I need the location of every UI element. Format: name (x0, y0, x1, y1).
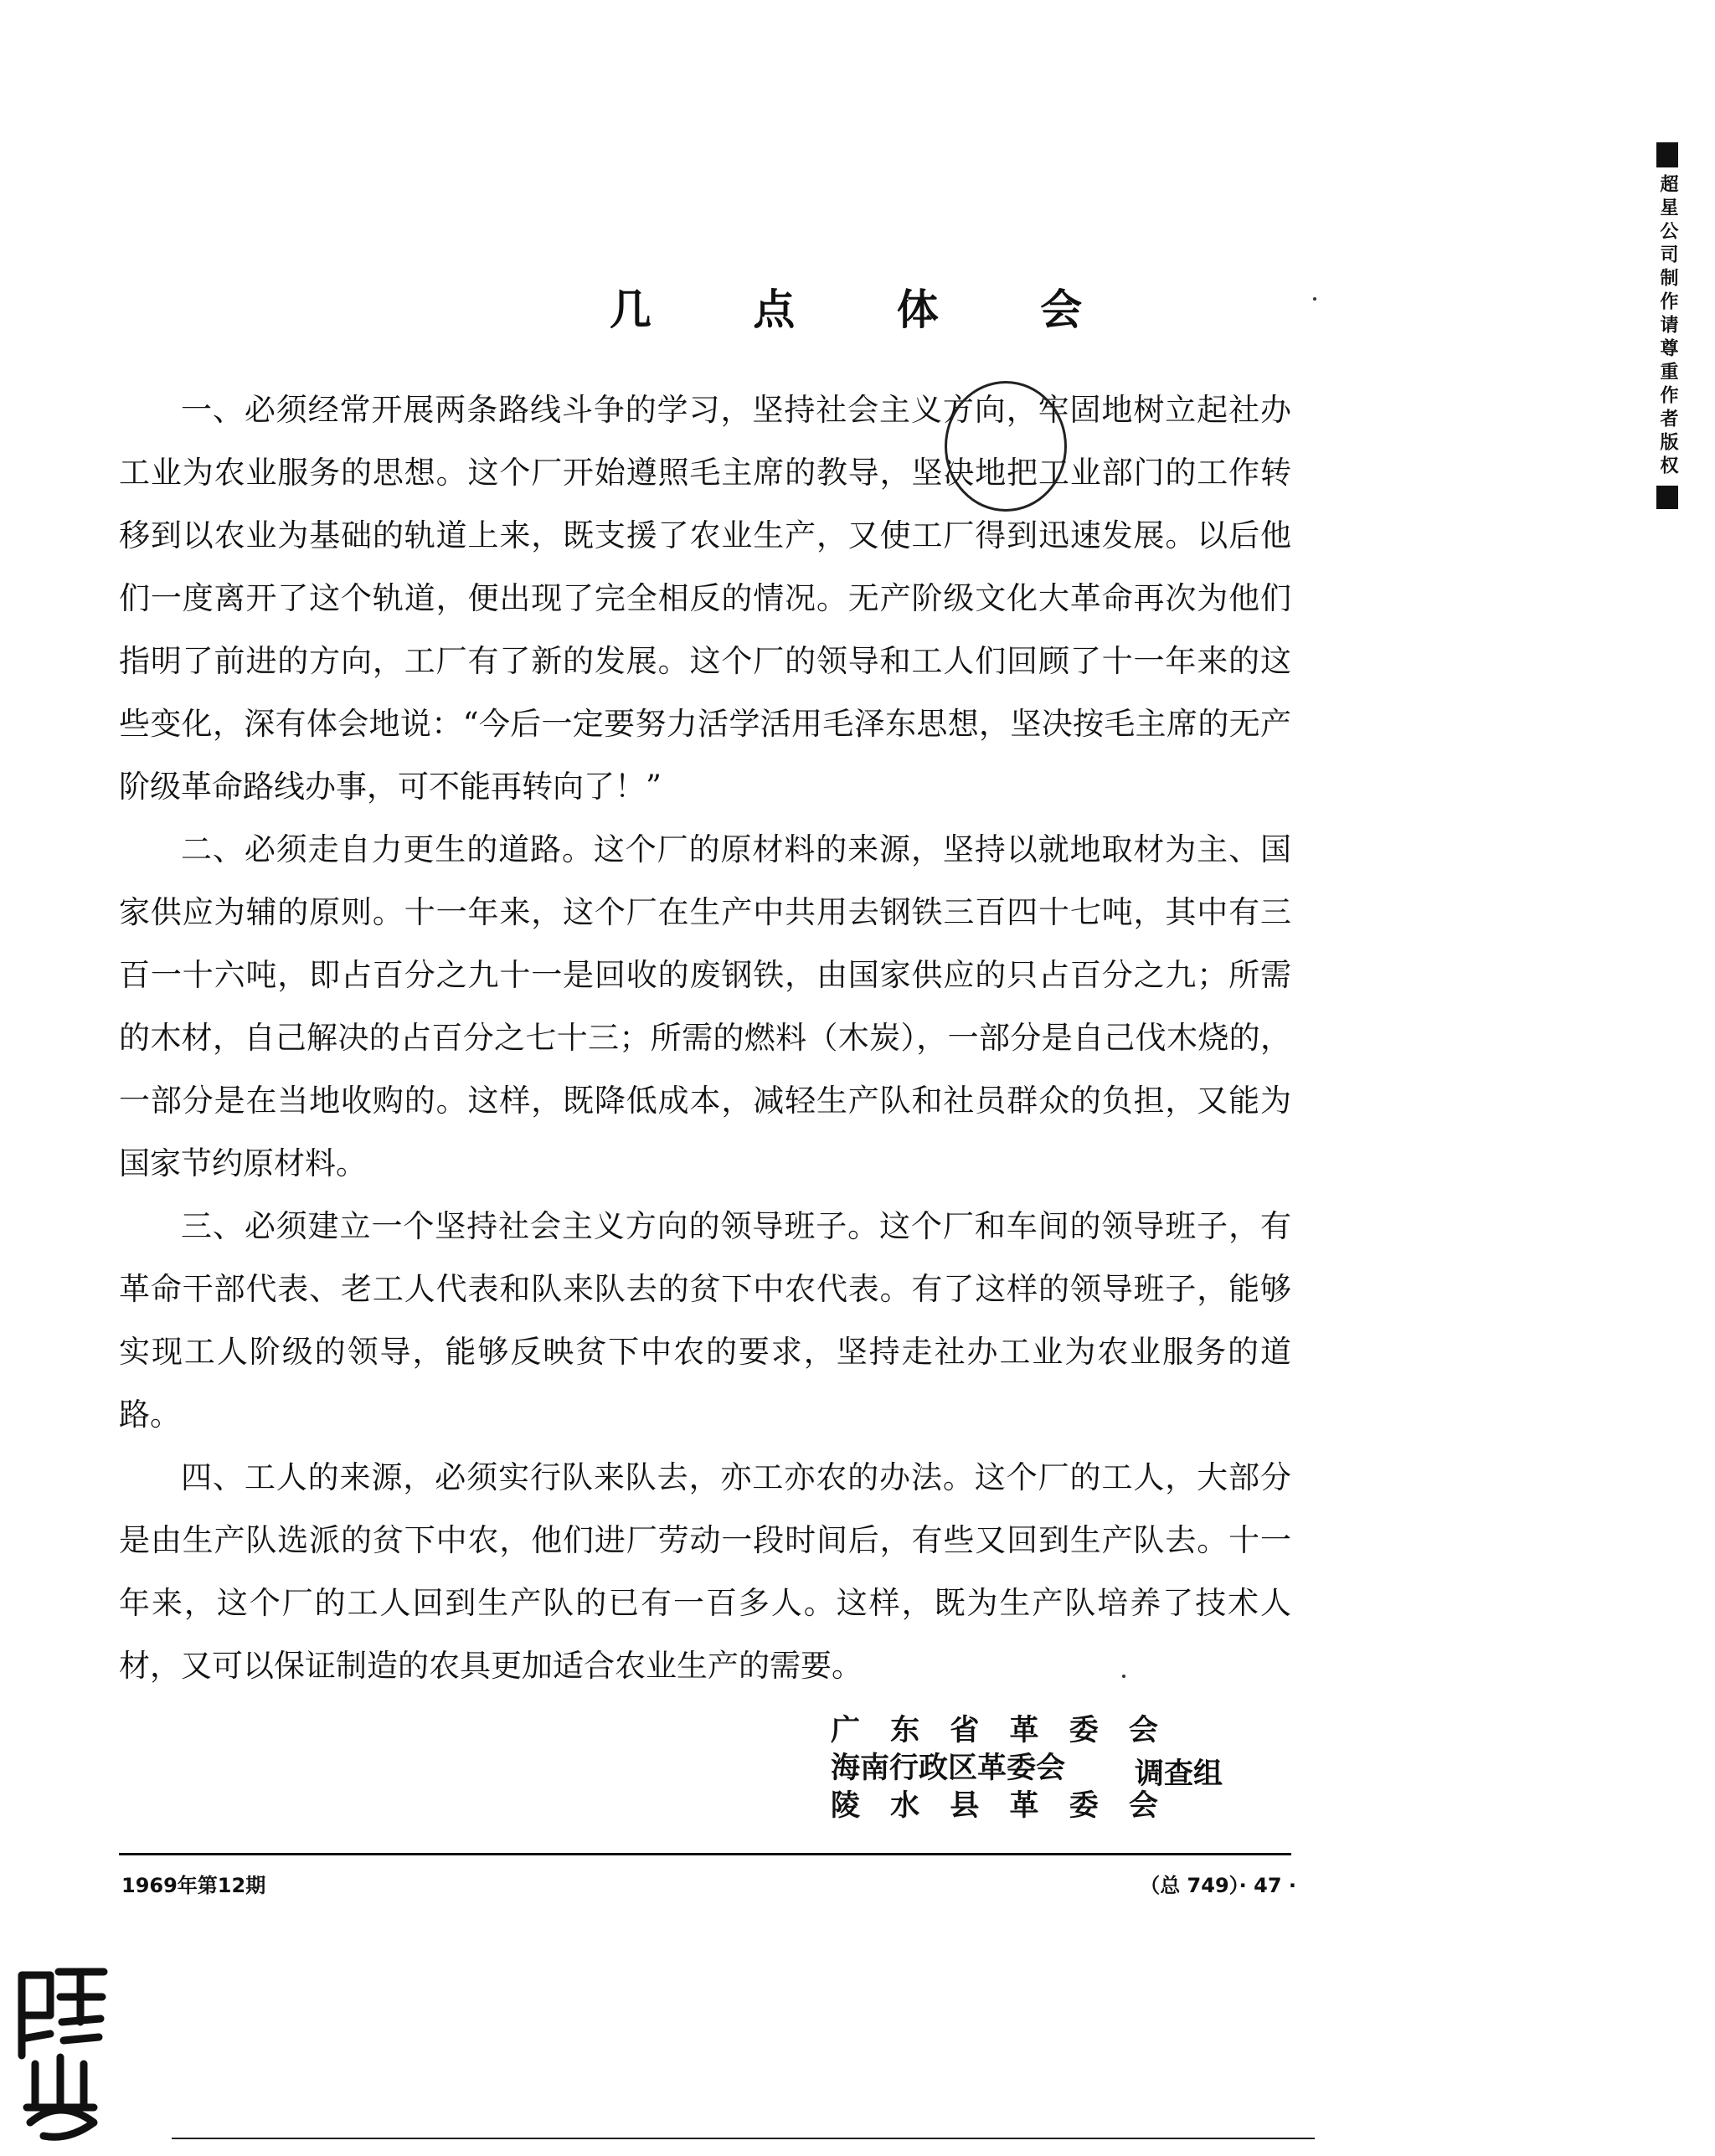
copyright-sidebar (1654, 142, 1681, 509)
scan-speck (1122, 1675, 1125, 1678)
sidebar-bottom-bar (1656, 486, 1678, 509)
signature-line-lingshui: 陵 水 县 革 委 会 (831, 1789, 1168, 1823)
signature-block (831, 1712, 1168, 1825)
sidebar-top-bar (1656, 142, 1678, 167)
paragraph-1: 一、必须经常开展两条路线斗争的学习，坚持社会主义方向，牢固地树立起社办工业为农业服务的思想。这个厂开始遵照毛主席的教导，坚决地把工业部门的工作转移到以农业为基础的轨道上来，既支援了农业生产，又使工厂得到迅速发展。以后他们一度离开了这个轨道，便出现了完全相反的情况。无产阶级文化大革命再次为他们指明了前进的方向，工厂有了新的发展。这个厂的领导和工人们回顾了十一年来的这些变化，深有体会地说：“今后一定要努力活学活用毛泽东思想，坚决按毛主席的无产阶级革命路线办事，可不能再转向了！” (119, 392, 1291, 805)
page-bottom-rule (172, 2138, 1315, 2139)
scan-speck (1313, 297, 1316, 301)
footer-page-number: （总 749）· 47 · (1140, 1874, 1296, 1897)
sidebar-copyright-text: 超星公司制作请尊重作者版权 (1657, 174, 1678, 479)
footer-rule (119, 1853, 1291, 1855)
article-body (119, 378, 1291, 1697)
paragraph-2: 二、必须走自力更生的道路。这个厂的原材料的来源，坚持以就地取材为主、国家供应为辅的原则。十一年来，这个厂在生产中共用去钢铁三百四十七吨，其中有三百一十六吨，即占百分之九十一是回收的废钢铁，由国家供应的只占百分之九；所需的木材，自己解决的占百分之七十三；所需的燃料（木炭），一部分是自己伐木烧的，一部分是在当地收购的。这样，既降低成本，减轻生产队和社员群众的负担，又能为国家节约原材料。 (119, 831, 1291, 1181)
footer-issue: 1969年第12期 (121, 1874, 266, 1897)
article-title: 几 点 体 会 (609, 286, 1126, 334)
signature-line-hainan: 海南行政区革委会 (831, 1752, 1066, 1785)
paragraph-4: 四、工人的来源，必须实行队来队去，亦工亦农的办法。这个厂的工人，大部分是由生产队选派的贫下中农，他们进厂劳动一段时间后，有些又回到生产队去。十一年来，这个厂的工人回到生产队的已有一百多人。这样，既为生产队培养了技术人材，又可以保证制造的农具更加适合农业生产的需要。 (119, 1459, 1291, 1684)
signature-group-label: 调查组 (1135, 1757, 1223, 1791)
seal-stamp-icon (10, 1963, 111, 2143)
paragraph-3: 三、必须建立一个坚持社会主义方向的领导班子。这个厂和车间的领导班子，有革命干部代表、老工人代表和队来队去的贫下中农代表。有了这样的领导班子，能够实现工人阶级的领导，能够反映贫下中农的要求，坚持走社办工业为农业服务的道路。 (119, 1208, 1291, 1433)
signature-line-guangdong: 广 东 省 革 委 会 (831, 1714, 1168, 1747)
hand-drawn-circle-mark (945, 381, 1067, 512)
